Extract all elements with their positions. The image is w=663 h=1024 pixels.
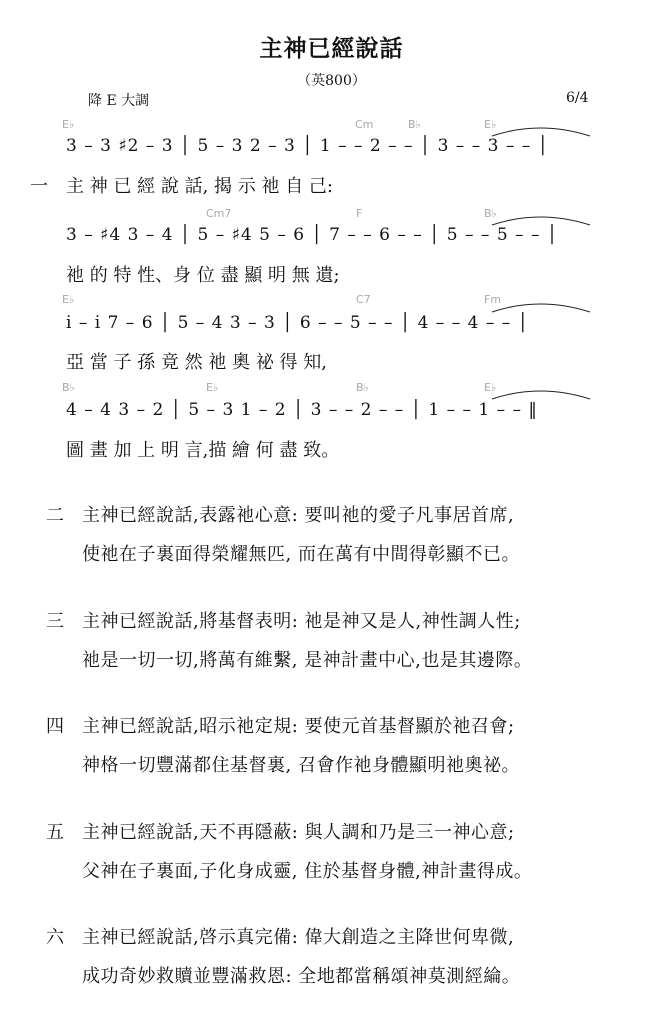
chord-label: E♭ [484,118,497,131]
verse-number: 二 [46,505,64,526]
verse-line: 主神已經說話,啓示真完備: 偉大創造之主降世何卑微, [82,927,515,948]
notes-line: i̇ – i̇ 7 – 6 │ 5 – 4 3 – 3 │ 6 – – 5 – – │ 4 – – 4 – – │ [66,313,529,333]
chord-label: E♭ [484,381,497,394]
verse-line: 使祂在子裏面得榮耀無匹, 而在萬有中間得彰顯不已。 [82,544,520,565]
verse-line: 主神已經說話,天不再隱蔽: 與人調和乃是三一神心意; [82,822,515,843]
lyrics-line: 主 神 已 經 說 話, 揭 示 祂 自 己: [66,176,334,197]
chord-label: Fm [484,293,502,306]
verse-line: 成功奇妙救贖並豐滿救恩: 全地都當稱頌神莫測經綸。 [82,966,521,987]
tie-arc [492,128,590,136]
lyrics-line: 亞 當 子 孫 竟 然 祂 奧 祕 得 知, [66,352,327,373]
verse-line: 主神已經說話,表露祂心意: 要叫祂的愛子凡事居首席, [82,505,515,526]
verse-line: 祂是一切一切,將萬有維繫, 是神計畫中心,也是其邊際。 [82,650,533,671]
chord-label: B♭ [62,381,75,394]
lyrics-line: 圖 畫 加 上 明 言,描 繪 何 盡 致。 [66,440,340,461]
chord-label: E♭ [62,118,75,131]
chord-label: E♭ [62,293,75,306]
verse-number: 六 [46,927,64,948]
notes-line: 3 – 3 ♯2 – 3 │ 5 – 3 2 – 3 │ 1 – – 2 – – │ 3 – – 3 – – │ [66,136,549,156]
verse-line: 父神在子裏面,子化身成靈, 住於基督身體,神計畫得成。 [82,861,533,882]
hymn-number: （英800） [297,73,366,89]
chord-label: B♭ [356,381,369,394]
hymn-title: 主神已經說話 [259,36,404,62]
verse-number: 一 [30,176,48,197]
chord-label: F [356,207,363,220]
verse-line: 主神已經說話,昭示祂定規: 要使元首基督顯於祂召會; [82,716,515,737]
chord-label: B♭ [408,118,421,131]
time-signature: 6/4 [566,90,589,106]
lyrics-line: 祂 的 特 性、身 位 盡 顯 明 無 遺; [66,265,340,286]
chord-label: B♭ [484,207,497,220]
notes-line: 3 – ♯4 3 – 4 │ 5 – ♯4 5 – 6 │ 7 – – 6 – – │ 5 – – 5 – – │ [66,225,559,245]
chord-label: C7 [356,293,371,306]
verse-number: 三 [46,611,64,632]
notes-line: 4 – 4 3 – 2 │ 5 – 3 1 – 2 │ 3 – – 2 – – │ 1 – – 1 – – ‖ [66,400,538,420]
chord-label: Cm7 [206,207,232,220]
verse-line: 神格一切豐滿都住基督裏, 召會作祂身體顯明祂奧祕。 [82,755,520,776]
chord-label: E♭ [206,381,219,394]
key-signature: 降 E 大調 [88,93,150,109]
tie-arc [492,391,590,399]
verse-line: 主神已經說話,將基督表明: 祂是神又是人,神性調人性; [82,611,521,632]
verse-number: 五 [46,822,64,843]
chord-label: Cm [355,118,374,131]
verse-number: 四 [46,716,64,737]
tie-arc [492,217,590,225]
tie-arc [492,304,590,312]
